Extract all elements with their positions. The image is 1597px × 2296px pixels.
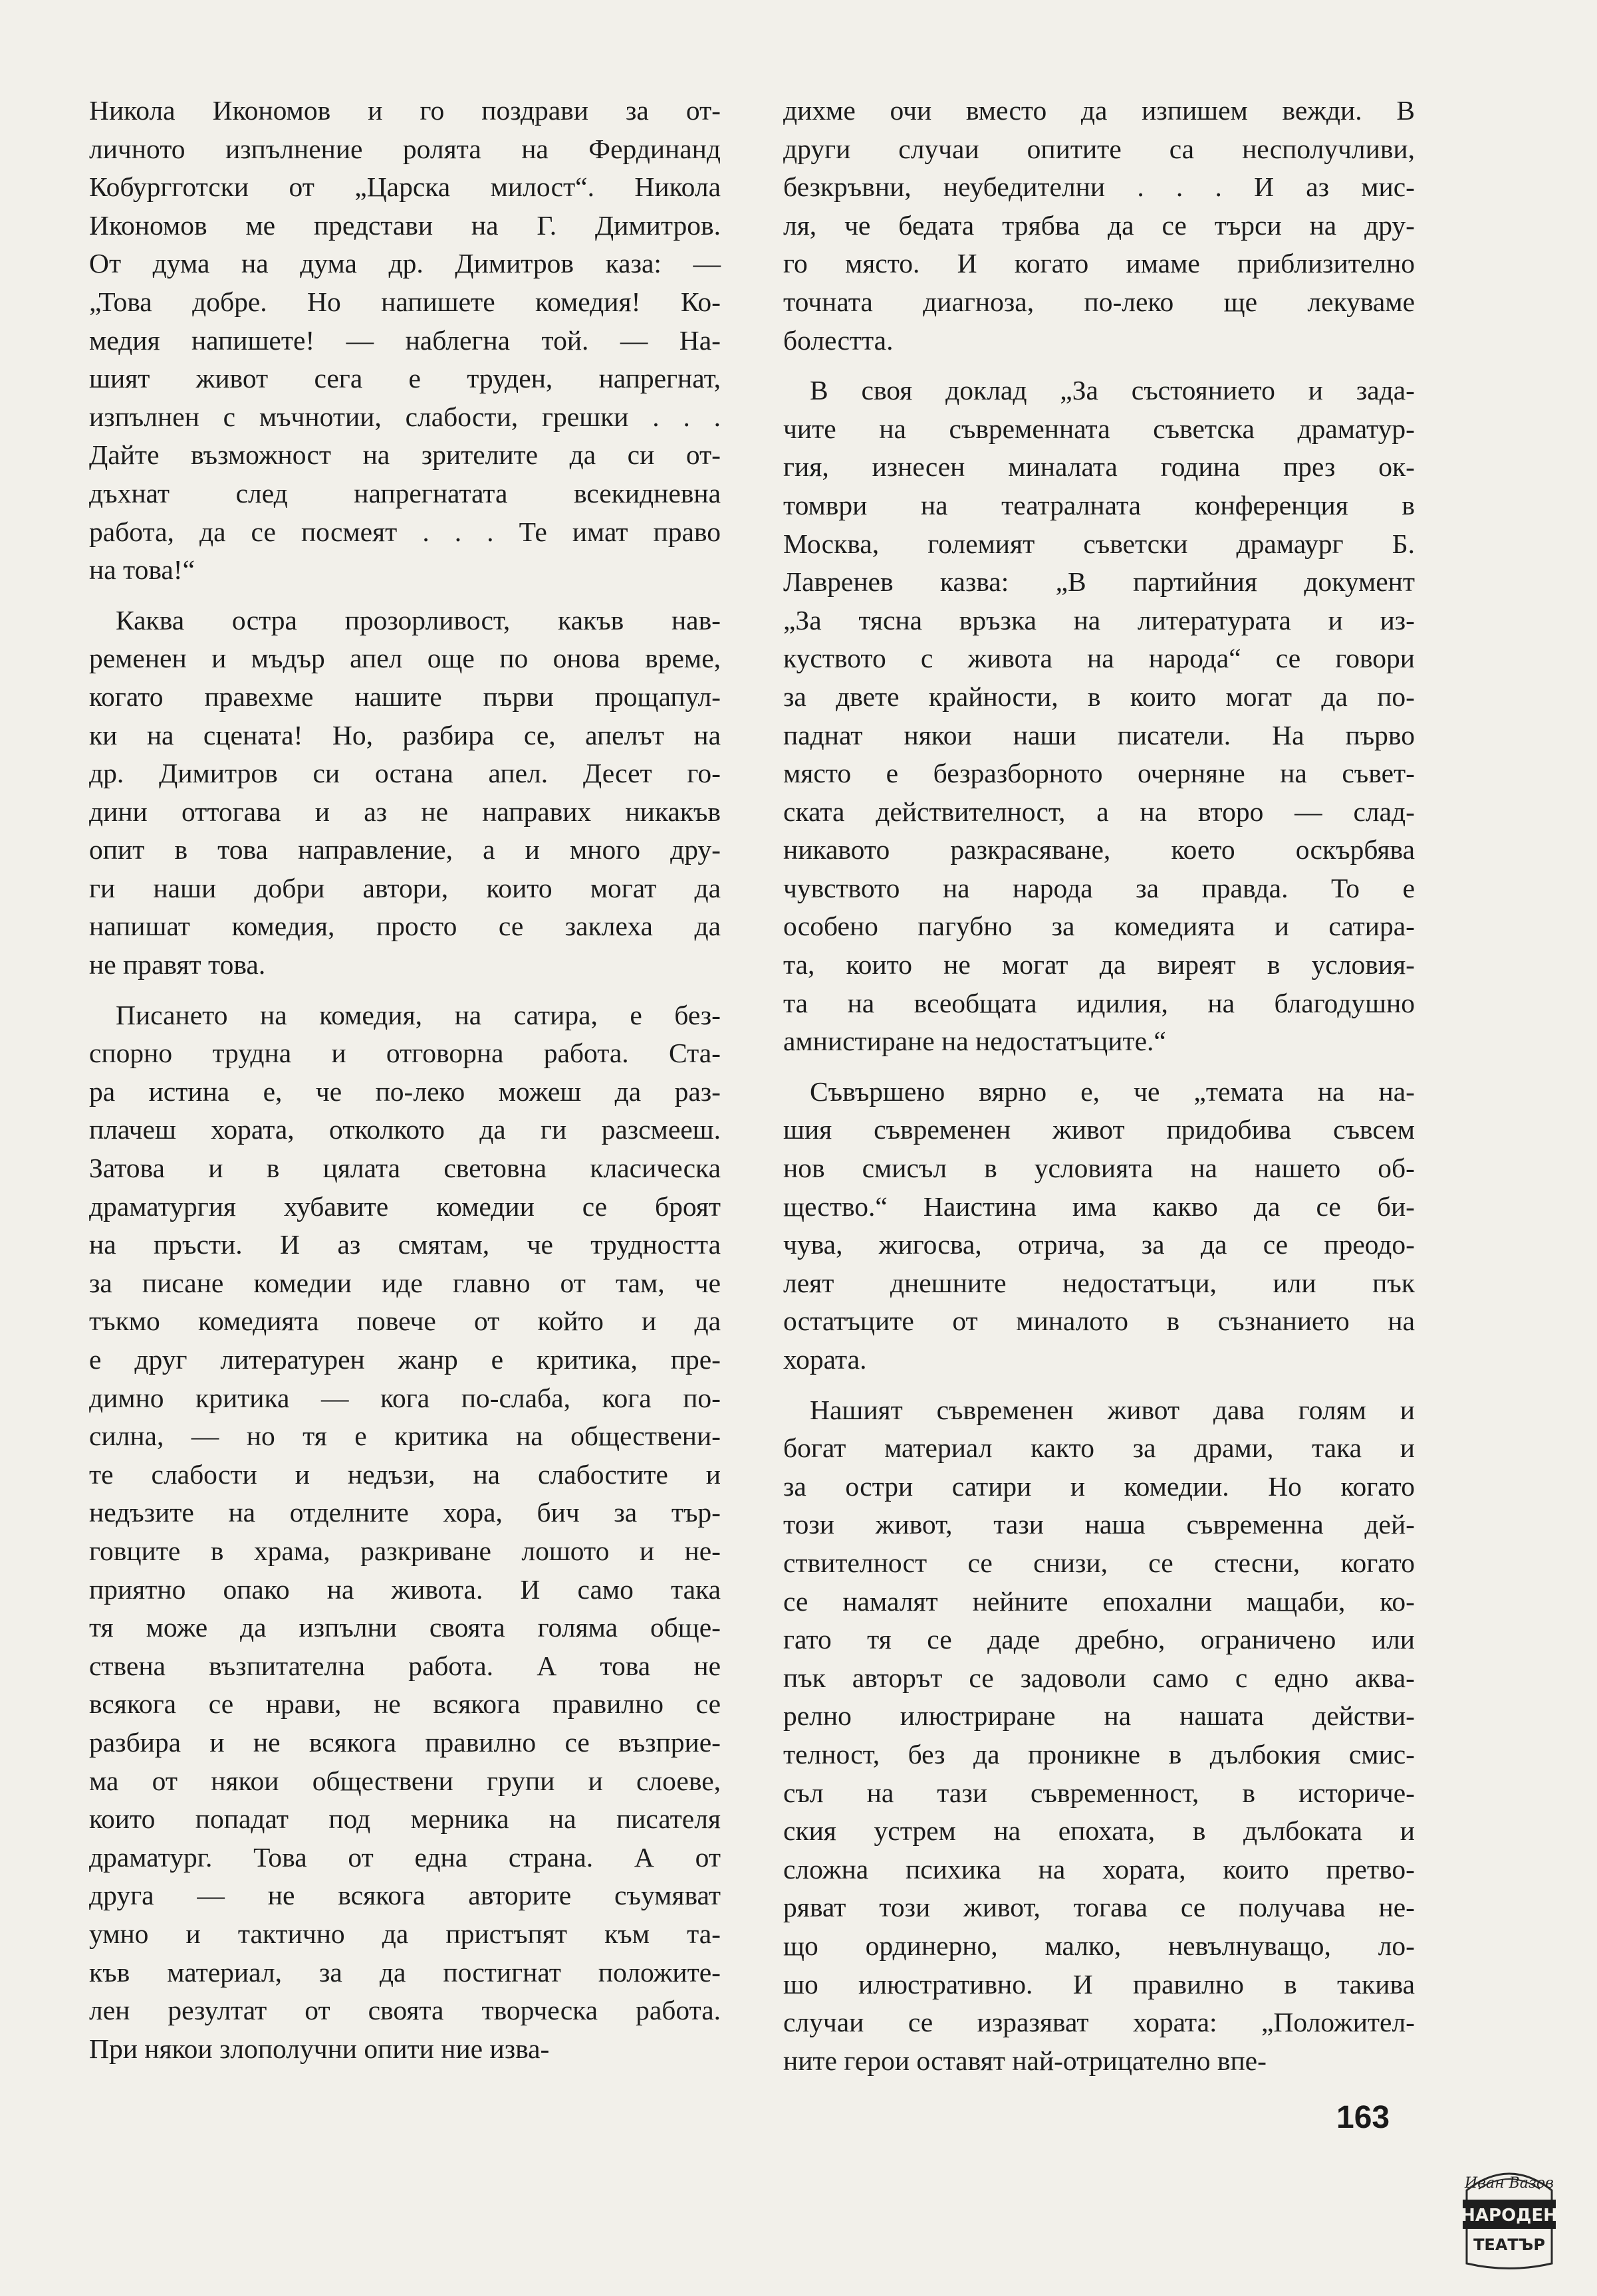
text-line: тъкмо комедията повече от който и да [89,1306,721,1337]
text-line: когато правехме нашите първи прощапул- [89,681,721,712]
text-line: медия напишете! — наблегна той. — На- [89,324,721,356]
right-column [783,92,1415,2092]
stamp-line-2: НАРОДЕН [1461,2206,1558,2226]
text-line: ги наши добри автори, които могат да [89,872,721,903]
text-line: ствена възпитателна работа. А това не [89,1650,721,1681]
text-line: нов смисъл в условията на нашето об- [783,1153,1415,1184]
text-line: гия, изнесен миналата година през ок- [783,451,1415,483]
paragraph [783,372,1415,1061]
text-line: приятно опако на живота. И само така [89,1573,721,1605]
text-line: те слабости и недъзи, на слабостите и [89,1458,721,1490]
text-line: В своя доклад „За състоянието и зада- [810,375,1415,406]
text-line: димно критика — кога по-слаба, кога по- [89,1382,721,1413]
paragraph [783,92,1415,360]
text-line: разбира и не всякога правилно се възприе- [89,1726,721,1758]
text-line: Кобургготски от „Царска милост“. Никола [89,172,721,203]
text-line: При някои злополучни опити ние изва- [89,2033,550,2064]
text-line: дини оттогава и аз не направих никакъв [89,796,721,827]
text-line: богат материал както за драми, така и [783,1433,1415,1464]
text-line: хората. [783,1344,867,1375]
text-line: е друг литературен жанр е критика, пре- [89,1344,721,1375]
text-line: ската действителност, а на второ — слад- [783,796,1415,827]
text-line: други случаи опитите са несполучливи, [783,133,1415,164]
text-line: томври на театралната конференция в [783,489,1415,520]
text-line: плачеш хората, отколкото да ги разсмееш. [89,1114,721,1145]
text-line: за двете крайности, в които могат да по- [783,681,1415,712]
text-line: остатъците от миналото в съзнанието на [783,1306,1415,1337]
paragraph [89,602,721,984]
text-line: що ординерно, малко, невълнуващо, ло- [783,1930,1415,1961]
text-line: Никола Икономов и го поздрави за от- [89,95,721,126]
text-line: Лавренев казва: „В партийния документ [783,566,1415,598]
text-line: чите на съвременната съветска драматур- [783,413,1415,444]
text-line: ряват този живот, тогава се получава не- [783,1892,1415,1923]
paragraph [783,1391,1415,2081]
text-line: шият живот сега е труден, напрегнат, [89,363,721,394]
text-line: драматургия хубавите комедии се броят [89,1191,721,1222]
text-line: лен резултат от своята творческа работа. [89,1995,721,2026]
text-line: силна, — но тя е критика на обществени- [89,1421,721,1452]
text-line: умно и тактично да пристъпят към та- [89,1918,721,1949]
text-line: място е безразборното очерняне на съвет- [783,758,1415,789]
text-line: шия съвременен живот придобива съвсем [783,1114,1415,1145]
text-line: Съвършено вярно е, че „темата на на- [810,1076,1415,1107]
text-line: ки на сцената! Но, разбира се, апелът на [89,719,721,750]
text-line: друга — не всякога авторите съумяват [89,1880,721,1911]
paragraph [783,1073,1415,1379]
text-line: драматург. Това от една страна. А от [89,1841,721,1873]
text-line: тя може да изпълни своята голяма общe- [89,1612,721,1643]
text-line: паднат някои наши писатели. На първо [783,719,1415,750]
text-line: болестта. [783,324,894,356]
text-line: дъхнат след напрегнатата всекидневна [89,477,721,509]
text-line: ския устрем на епохата, в дълбоката и [783,1815,1415,1847]
text-line: „Това добре. Но напишете комедия! Ко- [89,286,721,317]
text-line: ра истина е, че по-леко можеш да раз- [89,1076,721,1107]
left-column [89,92,721,2080]
text-line: релно илюстриране на нашата действи- [783,1700,1415,1732]
text-line: на пръсти. И аз смятам, че трудността [89,1229,721,1260]
text-line: Писането на комедия, на сатира, е без- [116,999,721,1030]
text-line: чувството на народа за правда. То е [783,872,1415,903]
text-line: ните герои оставят най-отрицателно впе- [783,2045,1267,2076]
text-line: недъзите на отделните хора, бич за тър- [89,1497,721,1528]
text-line: го място. И когато имаме приблизително [783,248,1415,279]
text-line: този живот, тази наша съвременна дей- [783,1509,1415,1540]
text-line: амнистиране на недостатъците.“ [783,1026,1166,1057]
text-line: за остри сатири и комедии. Но когато [783,1470,1415,1502]
text-line: Нашият съвременен живот дава голям и [810,1394,1415,1425]
paragraph [89,92,721,590]
text-line: ля, че бедата трябва да се търси на дру- [783,209,1415,241]
text-line: шо илюстративно. И правилно в такива [783,1968,1415,2000]
page-number: 163 [1336,2100,1390,2135]
text-line: работа, да се посмеят . . . Те имат право [89,516,721,547]
paragraph [89,996,721,2069]
text-line: на това!“ [89,554,195,586]
text-line: „За тясна връзка на литературата и из- [783,604,1415,635]
text-line: изпълнен с мъчнотии, слабости, грешки . . . [89,401,721,432]
text-line: не правят това. [89,949,266,980]
text-line: се намалят нейните епохални мащаби, ко- [783,1585,1415,1617]
text-line: пък авторът се задоволи само с едно аква- [783,1662,1415,1693]
theatre-logo-stamp [1453,2150,1565,2277]
text-line: та, които не могат да виреят в условия- [783,949,1415,980]
text-line: напишат комедия, просто се заклеха да [89,911,721,942]
text-line: др. Димитров си остана апел. Десет го- [89,758,721,789]
text-line: ременен и мъдър апел още по онова време, [89,643,721,674]
text-line: Дайте възможност на зрителите да си от- [89,439,721,471]
stamp-line-3: ТЕАТЪР [1473,2236,1545,2254]
text-line: особено пагубно за комедията и сатира- [783,911,1415,942]
text-line: безкръвни, неубедителни . . . И аз мис- [783,172,1415,203]
text-line: личното изпълнение ролята на Фердинанд [89,133,721,164]
text-line: та на всеобщата идилия, на благодушно [783,987,1415,1018]
text-line: Москва, големият съветски драмаург Б. [783,528,1415,559]
text-line: ствителност се снизи, се стесни, когато [783,1547,1415,1578]
text-line: гато тя се даде дребно, ограничено или [783,1624,1415,1655]
text-line: за писане комедии иде главно от там, че [89,1267,721,1298]
text-line: ма от някои обществени групи и слоеве, [89,1765,721,1796]
text-line: точната диагноза, по-леко ще лекуваме [783,286,1415,317]
text-line: чува, жигосва, отрича, за да се преодо- [783,1229,1415,1260]
text-line: опит в това направление, а и много дру- [89,834,721,865]
text-line: всякога се нрави, не всякога правилно се [89,1688,721,1720]
text-line: които попадат под мерника на писателя [89,1803,721,1835]
text-line: сложна психика на хората, които претво- [783,1853,1415,1885]
text-line: дихме очи вместо да изпишем вежди. В [783,95,1415,126]
stamp-line-1: Иван Вазов [1465,2175,1554,2192]
text-line: От дума на дума др. Димитров каза: — [89,248,721,279]
text-line: говците в храма, разкриване лошото и не- [89,1535,721,1566]
text-line: случаи се изразяват хората: „Положител- [783,2007,1415,2038]
text-line: къв материал, за да постигнат положите- [89,1956,721,1988]
text-line: телност, без да проникне в дълбокия смис- [783,1738,1415,1770]
text-line: щество.“ Наистина има какво да се би- [783,1191,1415,1222]
text-line: куството с живота на народа“ се говори [783,643,1415,674]
text-line: Каква остра прозорливост, какъв нав- [116,604,721,635]
text-line: спорно трудна и отговорна работа. Ста- [89,1038,721,1069]
text-line: никавото разкрасяване, което оскърбява [783,834,1415,865]
text-line: Икономов ме представи на Г. Димитров. [89,209,721,241]
text-line: леят днешните недостатъци, или пък [783,1267,1415,1298]
text-line: Затова и в цялата световна класическа [89,1153,721,1184]
text-line: съл на тази съвременност, в историче- [783,1777,1415,1808]
